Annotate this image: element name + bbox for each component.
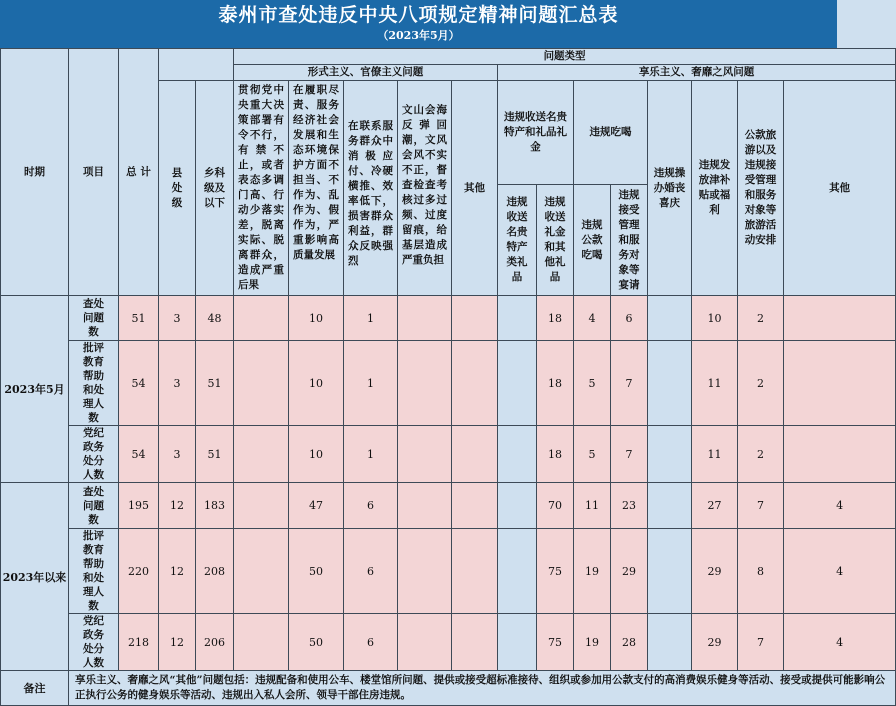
total-cell: 54 xyxy=(119,341,159,426)
township-cell: 183 xyxy=(196,483,234,529)
page-title: 泰州市查处违反中央八项规定精神问题汇总表 xyxy=(218,4,619,26)
formalism-1-cell xyxy=(234,614,289,671)
header-period: 时期 xyxy=(1,49,69,296)
travel-cell: 7 xyxy=(738,614,784,671)
eat-2-cell: 29 xyxy=(611,529,648,614)
header-blank xyxy=(159,49,234,81)
header-item: 项目 xyxy=(69,49,119,296)
travel-cell: 2 xyxy=(738,426,784,483)
table-row xyxy=(1,614,896,671)
hedonism-other-cell: 4 xyxy=(784,483,896,529)
table-row xyxy=(1,483,896,529)
formalism-2-cell: 10 xyxy=(289,426,344,483)
formalism-other-cell xyxy=(452,426,498,483)
formalism-2-cell: 10 xyxy=(289,341,344,426)
gift-1-cell xyxy=(498,614,537,671)
township-cell: 206 xyxy=(196,614,234,671)
row-item-label: 党纪政务处分人数 xyxy=(69,614,119,671)
gift-2-cell: 18 xyxy=(537,341,574,426)
page-subtitle: （2023年5月） xyxy=(377,29,460,42)
table-row xyxy=(1,529,896,614)
travel-cell: 2 xyxy=(738,296,784,341)
gift-2-cell: 75 xyxy=(537,529,574,614)
township-cell: 51 xyxy=(196,426,234,483)
note-label: 备注 xyxy=(1,671,69,706)
table-row xyxy=(1,341,896,426)
allowance-cell: 10 xyxy=(692,296,738,341)
header-wedding: 违规操办婚丧喜庆 xyxy=(648,81,692,296)
formalism-4-cell xyxy=(398,614,452,671)
eat-1-cell: 4 xyxy=(574,296,611,341)
wedding-cell xyxy=(648,483,692,529)
travel-cell: 2 xyxy=(738,341,784,426)
township-cell: 48 xyxy=(196,296,234,341)
header-gift-1: 违规收送名贵特产类礼品 xyxy=(498,185,537,296)
eat-1-cell: 19 xyxy=(574,614,611,671)
travel-cell: 8 xyxy=(738,529,784,614)
formalism-3-cell: 1 xyxy=(344,426,398,483)
eat-1-cell: 19 xyxy=(574,529,611,614)
eat-1-cell: 5 xyxy=(574,426,611,483)
formalism-3-cell: 6 xyxy=(344,483,398,529)
formalism-other-cell xyxy=(452,341,498,426)
header-eat-2: 违规接受管理和服务对象等宴请 xyxy=(611,185,648,296)
wedding-cell xyxy=(648,614,692,671)
period-label: 2023年以来 xyxy=(1,483,69,671)
hedonism-other-cell: 4 xyxy=(784,614,896,671)
header-township: 乡科级及以下 xyxy=(196,81,234,296)
gift-1-cell xyxy=(498,483,537,529)
formalism-1-cell xyxy=(234,426,289,483)
formalism-1-cell xyxy=(234,483,289,529)
table-row xyxy=(1,426,896,483)
header-eat-group: 违规吃喝 xyxy=(574,81,648,185)
total-cell: 218 xyxy=(119,614,159,671)
gift-2-cell: 70 xyxy=(537,483,574,529)
header-hedonism-other: 其他 xyxy=(784,81,896,296)
header-travel: 公款旅游以及违规接受管理和服务对象等旅游活动安排 xyxy=(738,81,784,296)
formalism-3-cell: 6 xyxy=(344,529,398,614)
total-cell: 51 xyxy=(119,296,159,341)
township-cell: 208 xyxy=(196,529,234,614)
formalism-4-cell xyxy=(398,529,452,614)
wedding-cell xyxy=(648,296,692,341)
eat-1-cell: 11 xyxy=(574,483,611,529)
header-allowance: 违规发放津补贴或福利 xyxy=(692,81,738,296)
township-cell: 51 xyxy=(196,341,234,426)
row-item-label: 批评教育帮助和处理人数 xyxy=(69,341,119,426)
formalism-1-cell xyxy=(234,341,289,426)
gift-1-cell xyxy=(498,341,537,426)
header-gift-group: 违规收送名贵特产和礼品礼金 xyxy=(498,81,574,185)
formalism-2-cell: 50 xyxy=(289,614,344,671)
row-item-label: 查处问题数 xyxy=(69,296,119,341)
allowance-cell: 11 xyxy=(692,341,738,426)
row-item-label: 批评教育帮助和处理人数 xyxy=(69,529,119,614)
formalism-1-cell xyxy=(234,529,289,614)
gift-1-cell xyxy=(498,529,537,614)
gift-2-cell: 18 xyxy=(537,296,574,341)
formalism-4-cell xyxy=(398,341,452,426)
allowance-cell: 27 xyxy=(692,483,738,529)
eat-2-cell: 7 xyxy=(611,426,648,483)
total-cell: 54 xyxy=(119,426,159,483)
header-hedonism: 享乐主义、奢靡之风问题 xyxy=(498,65,896,81)
row-item-label: 党纪政务处分人数 xyxy=(69,426,119,483)
allowance-cell: 29 xyxy=(692,529,738,614)
formalism-other-cell xyxy=(452,296,498,341)
header-gift-2: 违规收送礼金和其他礼品 xyxy=(537,185,574,296)
formalism-4-cell xyxy=(398,426,452,483)
hedonism-other-cell xyxy=(784,341,896,426)
eat-2-cell: 6 xyxy=(611,296,648,341)
formalism-4-cell xyxy=(398,483,452,529)
hedonism-other-cell xyxy=(784,426,896,483)
formalism-1-cell xyxy=(234,296,289,341)
header-formalism-4: 文山会海反弹回潮，文风会风不实不正，督查检查考核过多过频、过度留痕，给基层造成严重负担 xyxy=(398,81,452,296)
header-eat-1: 违规公款吃喝 xyxy=(574,185,611,296)
header-total: 总 计 xyxy=(119,49,159,296)
total-cell: 195 xyxy=(119,483,159,529)
wedding-cell xyxy=(648,341,692,426)
county-cell: 12 xyxy=(159,614,196,671)
county-cell: 3 xyxy=(159,341,196,426)
total-cell: 220 xyxy=(119,529,159,614)
eat-2-cell: 23 xyxy=(611,483,648,529)
header-formalism: 形式主义、官僚主义问题 xyxy=(234,65,498,81)
summary-table xyxy=(0,48,896,706)
county-cell: 3 xyxy=(159,426,196,483)
formalism-2-cell: 47 xyxy=(289,483,344,529)
wedding-cell xyxy=(648,529,692,614)
gift-2-cell: 75 xyxy=(537,614,574,671)
eat-2-cell: 7 xyxy=(611,341,648,426)
travel-cell: 7 xyxy=(738,483,784,529)
note-text: 享乐主义、奢靡之风“其他”问题包括：违规配备和使用公车、楼堂馆所问题、提供或接受超标准接待、组织或参加用公款支付的高消费娱乐健身等活动、接受或提供可能影响公正执行公务的健身娱乐等活动、违规出入私人会所、领导干部住房违规。 xyxy=(69,671,896,706)
gift-2-cell: 18 xyxy=(537,426,574,483)
wedding-cell xyxy=(648,426,692,483)
county-cell: 3 xyxy=(159,296,196,341)
formalism-4-cell xyxy=(398,296,452,341)
allowance-cell: 11 xyxy=(692,426,738,483)
hedonism-other-cell: 4 xyxy=(784,529,896,614)
county-cell: 12 xyxy=(159,483,196,529)
formalism-3-cell: 1 xyxy=(344,341,398,426)
row-item-label: 查处问题数 xyxy=(69,483,119,529)
header-county: 县 处 级 xyxy=(159,81,196,296)
formalism-other-cell xyxy=(452,614,498,671)
header-formalism-2: 在履职尽责、服务经济社会发展和生态环境保护方面不担当、不作为、乱作为、假作为，严重影响高质量发展 xyxy=(289,81,344,296)
eat-2-cell: 28 xyxy=(611,614,648,671)
formalism-other-cell xyxy=(452,483,498,529)
table-row xyxy=(1,296,896,341)
formalism-2-cell: 10 xyxy=(289,296,344,341)
header-formalism-other: 其他 xyxy=(452,81,498,296)
title-bar xyxy=(0,0,837,48)
formalism-other-cell xyxy=(452,529,498,614)
gift-1-cell xyxy=(498,426,537,483)
allowance-cell: 29 xyxy=(692,614,738,671)
hedonism-other-cell xyxy=(784,296,896,341)
gift-1-cell xyxy=(498,296,537,341)
header-problem-type: 问题类型 xyxy=(234,49,896,65)
county-cell: 12 xyxy=(159,529,196,614)
period-label: 2023年5月 xyxy=(1,296,69,483)
header-formalism-3: 在联系服务群众中消极应付、冷硬横推、效率低下，损害群众利益，群众反映强烈 xyxy=(344,81,398,296)
header-formalism-1: 贯彻党中央重大决策部署有令不行，有禁不止，或者表态多调门高、行动少落实差，脱离实际、脱离群众，造成严重后果 xyxy=(234,81,289,296)
formalism-3-cell: 1 xyxy=(344,296,398,341)
note-row xyxy=(1,671,896,706)
eat-1-cell: 5 xyxy=(574,341,611,426)
formalism-2-cell: 50 xyxy=(289,529,344,614)
formalism-3-cell: 6 xyxy=(344,614,398,671)
